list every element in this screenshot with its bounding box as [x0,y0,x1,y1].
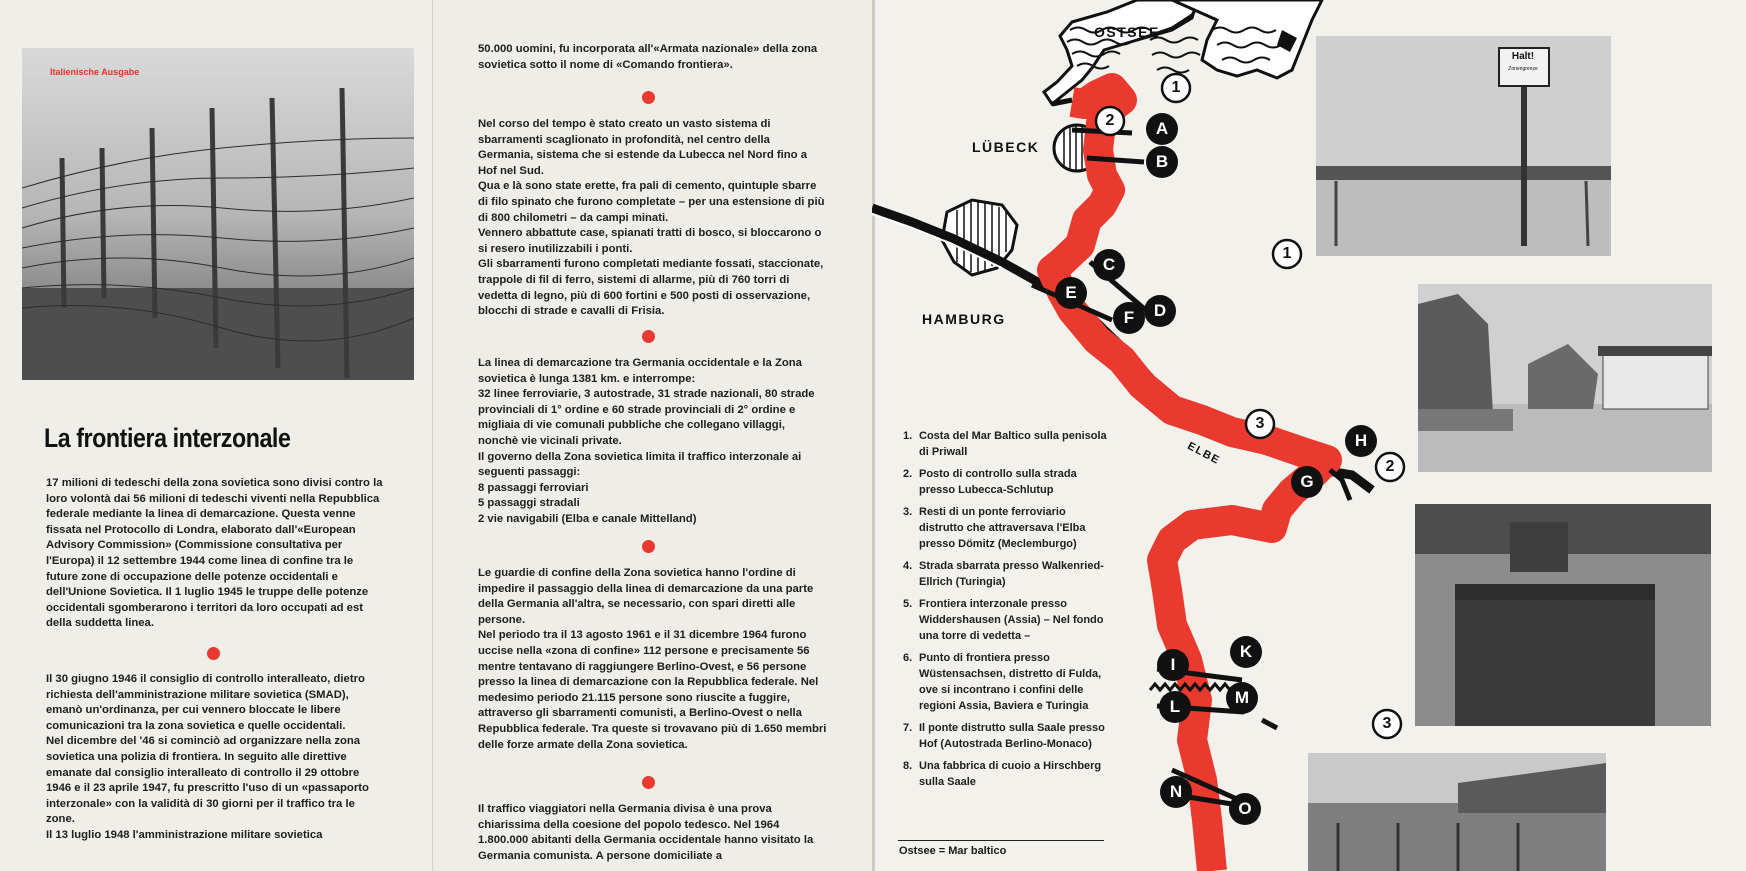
paragraph: Nel periodo tra il 13 agosto 1961 e il 31 dicembre 1964 furono uccise nella «zona di confine» 112 persone e precisamente 56 mentre tentavano di raggiungere Berlino-Ovest, e 56 persone presso la linea di demarcazione con la Repubblica federale. Nel medesimo periodo 21.115 persone sono riuscite a fuggire, attraverso gli sbarramenti comunisti, a Berlino-Ovest o nella Repubblica federale. Tra queste si trovavano più di 1.650 membri delle forze armate della Zona sovietica. [478,629,827,751]
paragraph: Le guardie di confine della Zona sovietica hanno l'ordine di impedire il passaggio della linea di demarcazione da una parte della Germania all'altra, se necessario, con spari diretti alle persone. [478,567,814,626]
legend-item [903,650,1113,714]
legend-item-number: 4. [903,560,913,572]
legend-item-text: Punto di frontiera presso Wüstensachsen, distretto di Fulda, ove si incontrano i confini delle regioni Assia, Baviera e Turingia [919,652,1102,712]
section-dot [207,647,220,660]
legend-rule [898,840,1104,841]
barbed-wire-photo [22,48,414,380]
page-title: La frontiera interzonale [44,423,291,453]
map-label-elbe: ELBE [1185,440,1223,468]
map-marker-d: D [1144,295,1176,327]
map-marker-k: K [1230,636,1262,668]
halt-sign-text: Halt! [1511,51,1535,62]
map-marker-h: H [1345,425,1377,457]
paragraph: Il governo della Zona sovietica limita il traffico interzonale ai seguenti passaggi: [478,450,802,479]
legend-item-text: Strada sbarrata presso Walkenried-Ellrich (Turingia) [919,560,1104,588]
map-number-label: 3 [1255,415,1265,432]
legend-item [903,504,1113,552]
photo-bridge-ruins [1415,504,1711,726]
legend-item-text: Posto di controllo sulla strada presso Lubecca-Schlutup [919,468,1077,496]
map-number-label: 1 [1282,245,1292,262]
map-label-ostsee: OSTSEE [1094,24,1160,40]
text-column-middle-4 [478,566,828,753]
section-dot [642,540,655,553]
paragraph: 5 passaggi stradali [478,497,580,510]
map-marker-n: N [1160,776,1192,808]
map-label-lubeck: LÜBECK [972,139,1040,155]
legend-item-text: Il ponte distrutto sulla Saale presso Hof (Autostrada Berlino-Monaco) [919,722,1105,750]
photo-checkpoint [1418,284,1712,472]
legend-item-number: 3. [903,506,913,518]
photo-halt-sign [1316,36,1611,256]
text-column-left [46,476,386,632]
map-marker-c: C [1093,249,1125,281]
section-dot [642,330,655,343]
text-column-left-2 [46,672,386,844]
section-dot [642,91,655,104]
map-number-label: 3 [1382,715,1392,732]
page-panel-left [0,0,432,871]
legend-item [903,758,1113,790]
map-marker-i: I [1157,649,1189,681]
map-label-hamburg: HAMBURG [922,311,1006,327]
legend-item-text: Una fabbrica di cuoio a Hirschberg sulla Saale [919,760,1102,788]
map-number-label: 2 [1385,458,1395,475]
text-column-middle-2 [478,117,828,320]
paragraph: Qua e là sono state erette, fra pali di cemento, quintuple sbarre di filo spinato che furono completate – per una estensione di più di 800 chilometri – da campi minati. [478,180,825,224]
paragraph: La linea di demarcazione tra Germania occidentale e la Zona sovietica è lunga 1381 km. e interrompe: [478,357,802,385]
page-panel-middle [432,0,872,871]
legend-item-number: 5. [903,598,913,610]
paragraph: 50.000 uomini, fu incorporata all'«Armata nazionale» della zona sovietica sotto il nome di «Comando frontiera». [478,43,818,71]
map-marker-g: G [1291,466,1323,498]
paragraph: Nel dicembre del '46 si cominciò ad organizzare nella zona sovietica una polizia di frontiera. In seguito alle direttive emanate dal consiglio interalleato di controllo il 29 ottobre 1946 e il 23 aprile 1947, fu prescritto l'uso di un «passaporto interzonale» con la validità di 30 giorni per il traffico tra le zone. [46,735,369,826]
text-column-middle-5 [478,802,828,864]
text-column-middle-3 [478,356,828,528]
map-marker-e: E [1055,277,1087,309]
legend-item [903,428,1113,460]
paragraph: Gli sbarramenti furono completati mediante fossati, staccionate, trappole di fil di ferro, sistemi di allarme, più di 760 torri di vedetta di legno, più di 600 fortini e 500 posti di osservazione, blocchi di strade e cavalli di Frisia. [478,258,824,318]
paragraph: 8 passaggi ferroviari [478,481,589,494]
paragraph: Il 30 giugno 1946 il consiglio di controllo interalleato, dietro richiesta dell'amministrazione militare sovietica (SMAD), emanò un'ordinanza, per cui vennero bloccate le libere comunicazioni tra la zona sovietica e quelle occidentali. [46,673,365,732]
paragraph: 17 milioni di tedeschi della zona sovietica sono divisi contro la loro volontà dai 56 milioni di tedeschi viventi nella Repubblica federale mediante la linea di demarcazione. Questa venne fissata nel Protocollo di Londra, elaborato dall'«European Advisory Commission» (Commissione consultativa per l'Europa) il 12 settembre 1944 come linea di confine tra le future zone di occupazione delle potenze occidentali e dell'Unione Sovietica. Il 1 luglio 1945 le truppe delle potenze occidentali sgomberarono i territori da loro occupati ad est della suddetta linea. [46,477,383,630]
paragraph: 32 linee ferroviarie, 3 autostrade, 31 strade nazionali, 80 strade provinciali di 1° ordine e 60 strade provinciali di 2° ordine e migliaia di vie comunali pubbliche che collegano villaggi, nonchè vie vicinali private. [478,388,815,447]
legend-item [903,596,1113,644]
map-marker-b: B [1146,146,1178,178]
section-dot [642,776,655,789]
legend-item [903,466,1113,498]
photo-tannery [1308,753,1606,871]
paragraph: Il 13 luglio 1948 l'amministrazione militare sovietica [46,828,323,841]
legend-item-number: 7. [903,722,913,734]
text-column-middle-1 [478,42,828,73]
edition-label: Italienische Ausgabe [50,67,140,77]
legend-item [903,558,1113,590]
map-marker-m: M [1226,682,1258,714]
map-number-label: 2 [1105,112,1115,129]
legend-item-text: Resti di un ponte ferroviario distrutto che attraversava l'Elba presso Dömitz (Meclemburgo) [919,506,1086,550]
paragraph: 2 vie navigabili (Elba e canale Mittelland) [478,512,697,525]
halt-sign-subtext: Zonengrenze [1508,66,1538,72]
paragraph: Vennero abbattute case, spianati tratti di bosco, si bloccarono o si resero inutilizzabili i ponti. [478,227,822,255]
map-marker-o: O [1229,793,1261,825]
photo-legend [903,428,1113,796]
legend-item-number: 2. [903,468,913,480]
map-number-label: 1 [1171,79,1181,96]
legend-item [903,720,1113,752]
legend-item-number: 8. [903,760,913,772]
legend-item-text: Frontiera interzonale presso Widdershausen (Assia) – Nel fondo una torre di vedetta – [919,598,1104,642]
map-marker-a: A [1146,113,1178,145]
paragraph: Il traffico viaggiatori nella Germania divisa è una prova chiarissima della coesione del popolo tedesco. Nel 1964 1.800.000 abitanti della Germania occidentale hanno visitato la Germania comunista. A persone domiciliate a [478,803,814,862]
legend-item-number: 1. [903,430,913,442]
paragraph: Nel corso del tempo è stato creato un vasto sistema di sbarramenti scaglionato in profondità, nel centro della Germania, sistema che si estende da Lubecca nel Nord fino a Hof nel Sud. [478,118,807,177]
map-marker-l: L [1159,691,1191,723]
map-marker-f: F [1113,302,1145,334]
legend-item-text: Costa del Mar Baltico sulla penisola di Priwall [919,430,1107,458]
legend-footer: Ostsee = Mar baltico [899,845,1007,857]
legend-item-number: 6. [903,652,913,664]
